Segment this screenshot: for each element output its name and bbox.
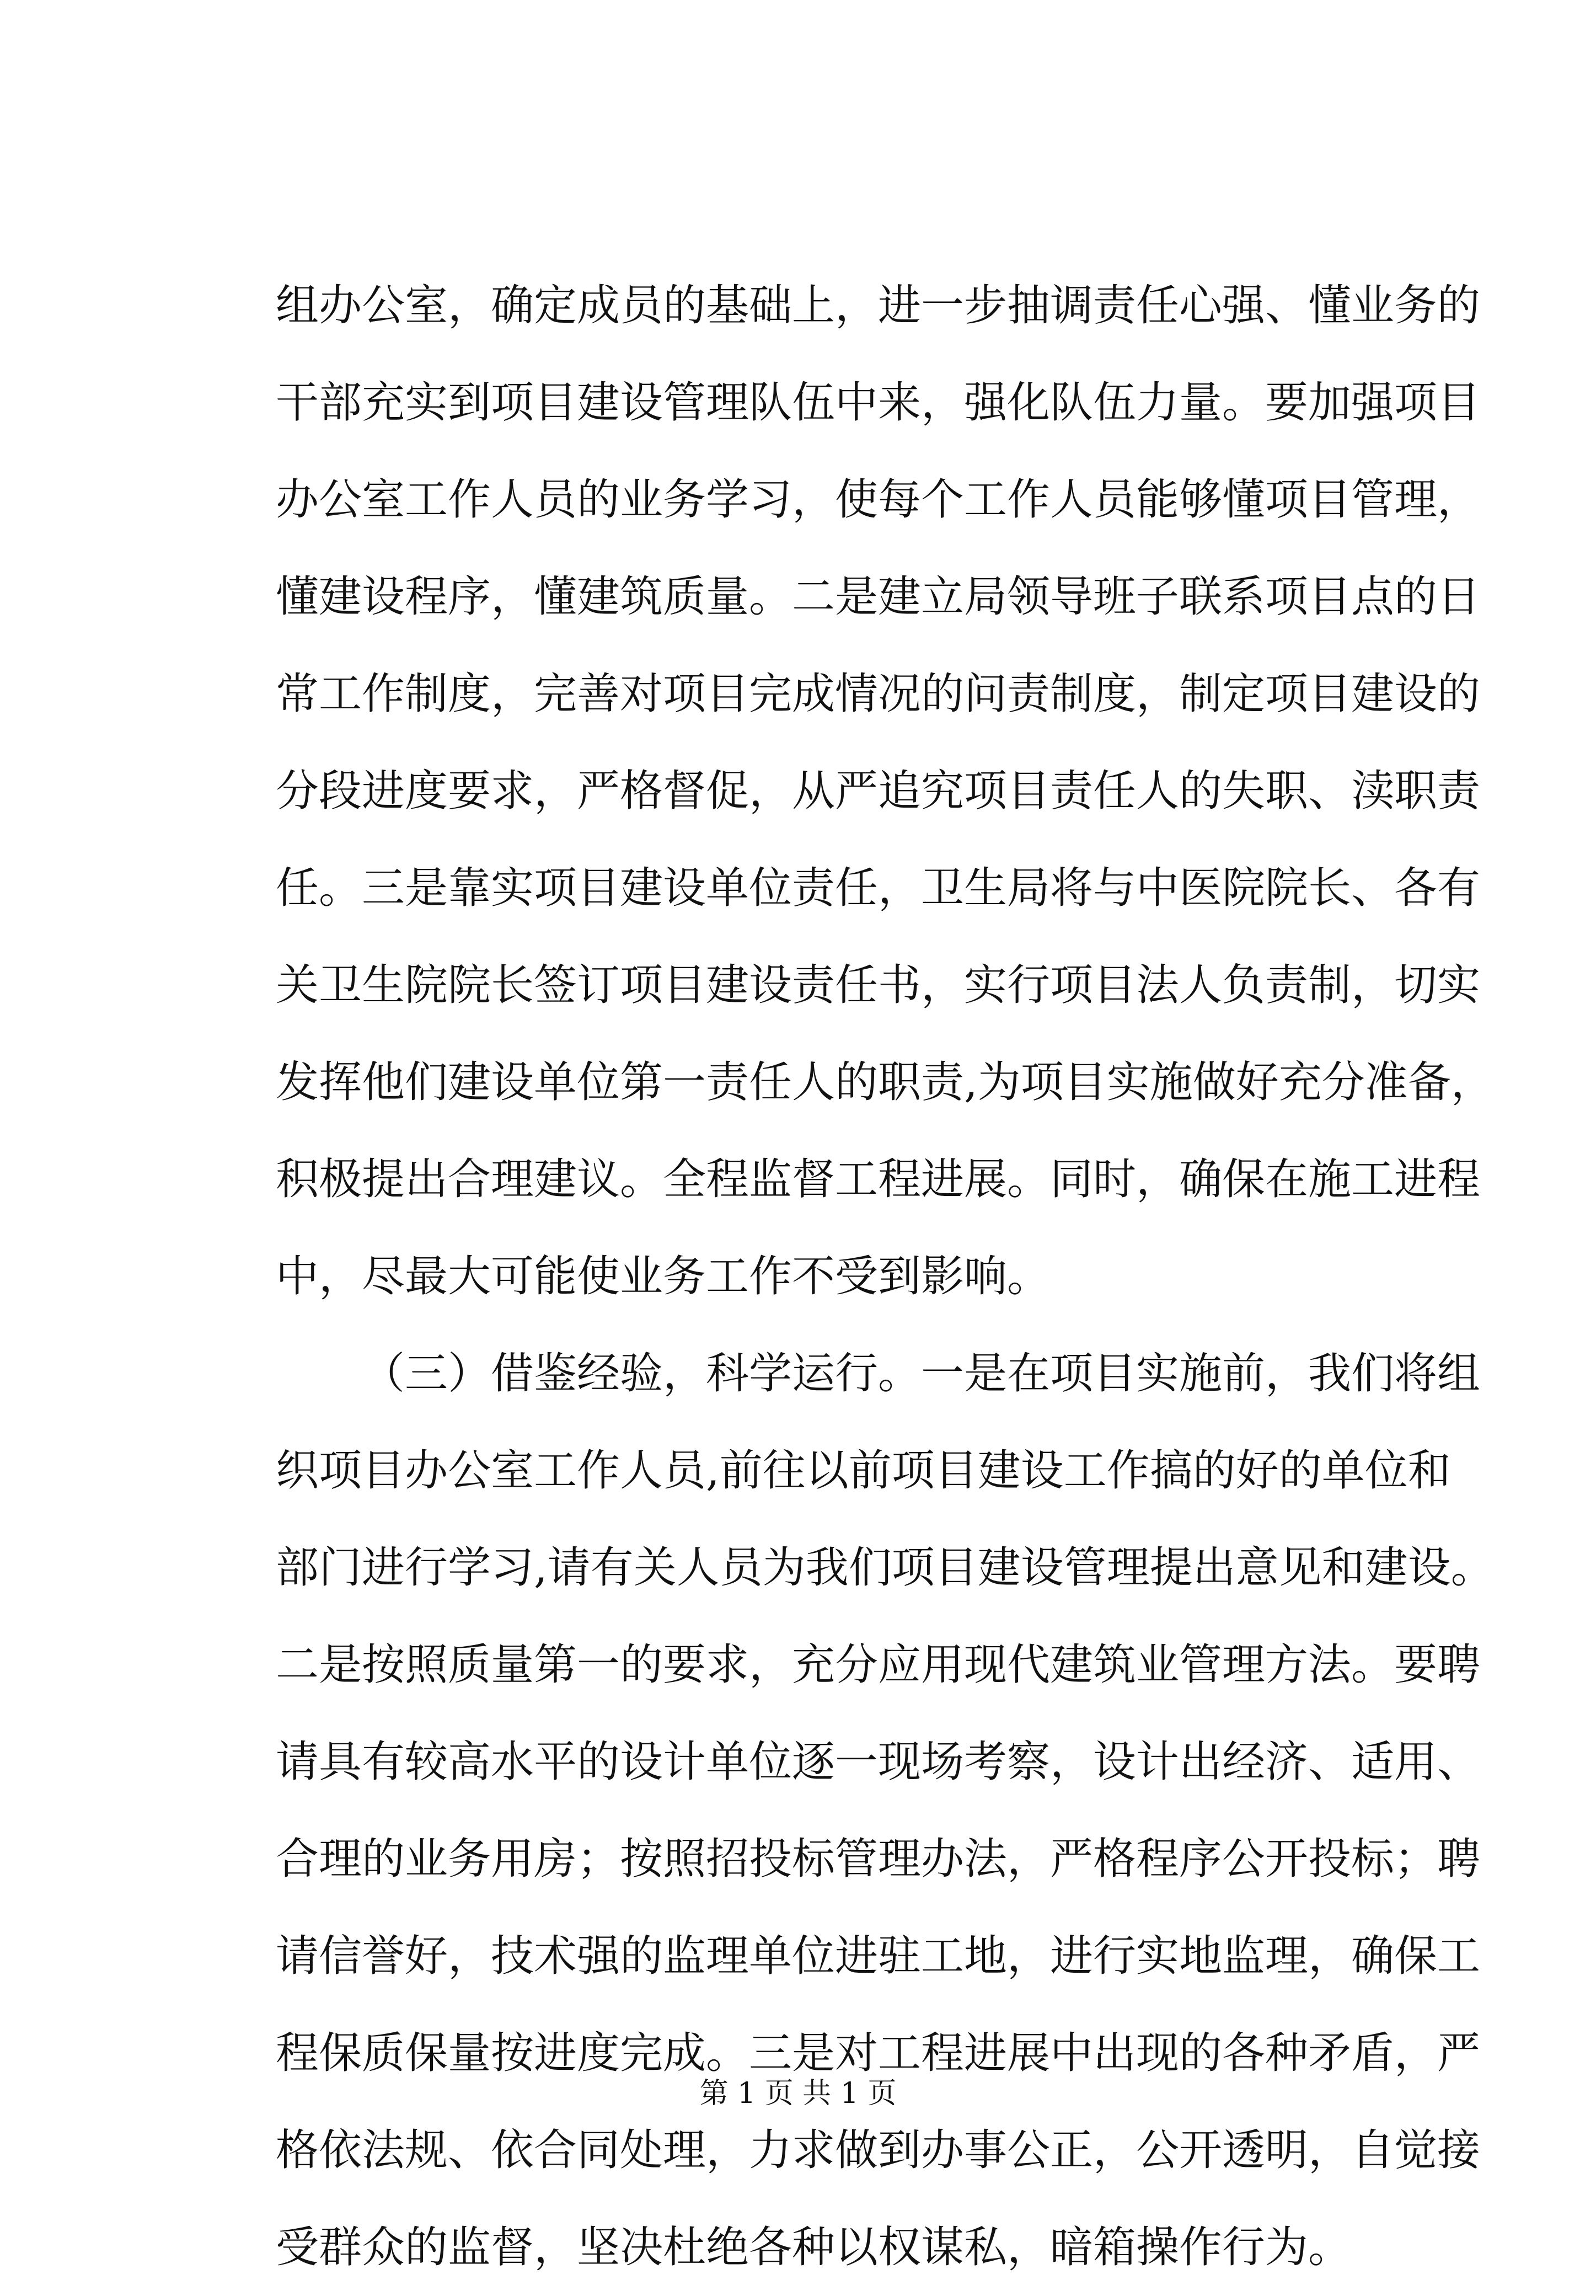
text-line: 程保质保量按进度完成。三是对工程进展中出现的各种矛盾，严 [276,2028,1481,2078]
text-line: 发挥他们建设单位第一责任人的职责,为项目实施做好充分准备， [276,1058,1494,1107]
text-line: 组办公室，确定成员的基础上，进一步抽调责任心强、懂业务的 [276,281,1481,330]
text-line: 办公室工作人员的业务学习，使每个工作人员能够懂项目管理， [276,475,1481,525]
text-line: 织项目办公室工作人员,前往以前项目建设工作搞的好的单位和 [276,1446,1451,1496]
text-line: 积极提出合理建议。全程监督工程进展。同时，确保在施工进程 [276,1155,1481,1204]
text-line: 合理的业务用房；按照招投标管理办法，严格程序公开投标；聘 [276,1834,1481,1884]
text-line: 任。三是靠实项目建设单位责任，卫生局将与中医院院长、各有 [276,863,1481,913]
text-line: 懂建设程序，懂建筑质量。二是建立局领导班子联系项目点的日 [276,572,1481,622]
text-line: 常工作制度，完善对项目完成情况的问责制度，制定项目建设的 [276,669,1481,719]
text-line: 受群众的监督，坚决杜绝各种以权谋私，暗箱操作行为。 [276,2223,1352,2272]
page-footer: 第 1 页 共 1 页 [699,2077,897,2110]
text-line: 关卫生院院长签订项目建设责任书，实行项目法人负责制，切实 [276,960,1481,1010]
text-line: 请具有较高水平的设计单位逐一现场考察，设计出经济、适用、 [276,1737,1481,1787]
body-text [276,257,1494,2296]
text-line: 干部充实到项目建设管理队伍中来，强化队伍力量。要加强项目 [276,378,1481,428]
text-line: 格依法规、依合同处理，力求做到办事公正，公开透明，自觉接 [276,2126,1481,2175]
text-line: 二是按照质量第一的要求，充分应用现代建筑业管理方法。要聘 [276,1640,1481,1690]
section-heading-line: （三）借鉴经验，科学运行。一是在项目实施前，我们将组 [362,1349,1481,1398]
text-line: 中，尽最大可能使业务工作不受到影响。 [276,1252,1051,1301]
text-line: 部门进行学习,请有关人员为我们项目建设管理提出意见和建设。 [276,1543,1494,1593]
text-line: 请信誉好，技术强的监理单位进驻工地，进行实地监理，确保工 [276,1931,1481,1981]
text-line: 分段进度要求，严格督促，从严追究项目责任人的失职、渎职责 [276,766,1481,816]
